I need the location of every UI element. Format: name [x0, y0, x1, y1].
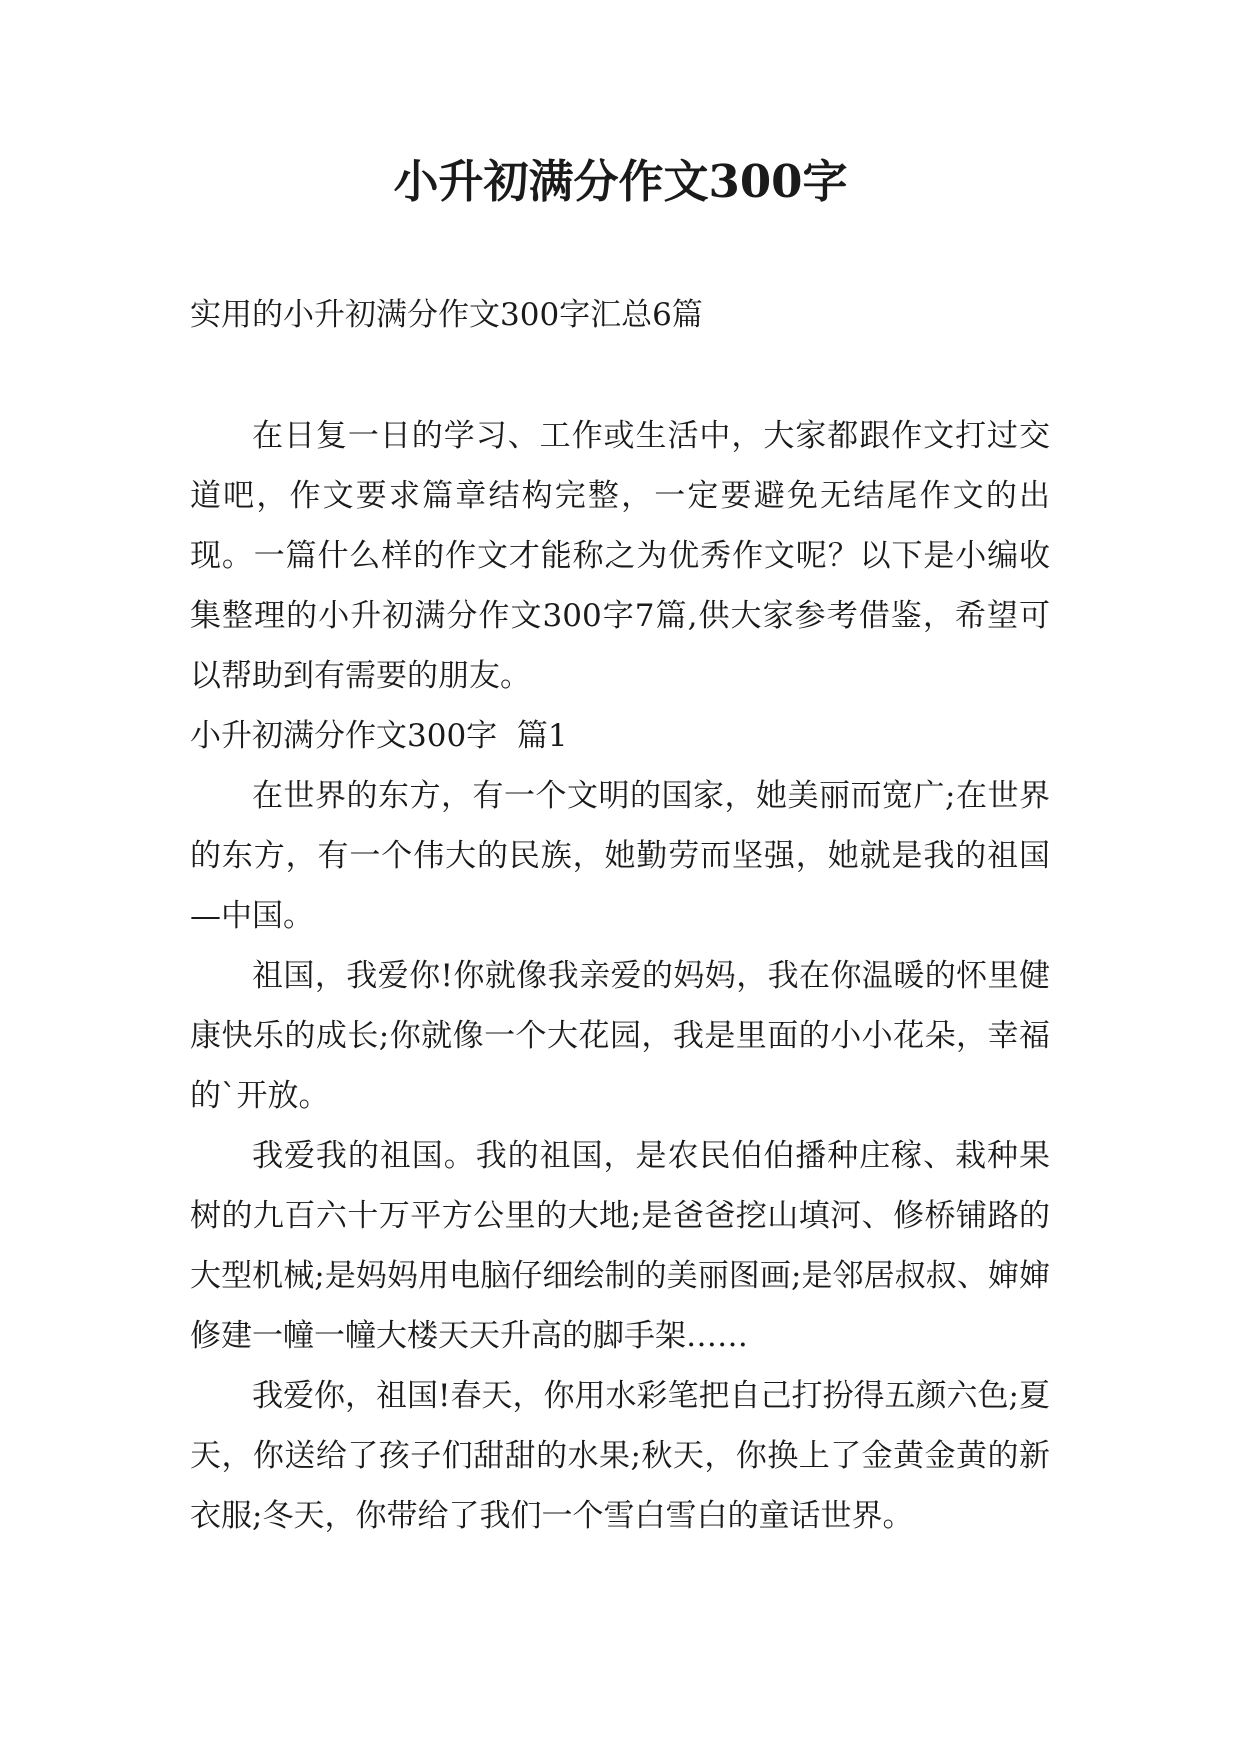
body-paragraph: 在世界的东方，有一个文明的国家，她美丽而宽广;在世界的东方，有一个伟大的民族，她勤劳而坚强，她就是我的祖国—中国。: [190, 778, 1050, 934]
document-body: [190, 406, 1050, 1546]
document-title: 小升初满分作文300字: [393, 155, 848, 208]
body-paragraph: 祖国，我爱你!你就像我亲爱的妈妈，我在你温暖的怀里健康快乐的成长;你就像一个大花园，我是里面的小小花朵，幸福的`开放。: [190, 958, 1050, 1114]
document-subtitle: 实用的小升初满分作文300字汇总6篇: [190, 297, 703, 333]
body-paragraph: 我爱你，祖国!春天，你用水彩笔把自己打扮得五颜六色;夏天，你送给了孩子们甜甜的水果;秋天，你换上了金黄金黄的新衣服;冬天，你带给了我们一个雪白雪白的童话世界。: [190, 1378, 1050, 1534]
intro-paragraph: 在日复一日的学习、工作或生活中，大家都跟作文打过交道吧，作文要求篇章结构完整，一定要避免无结尾作文的出现。一篇什么样的作文才能称之为优秀作文呢？以下是小编收集整理的小升初满分作文300字7篇,供大家参考借鉴，希望可以帮助到有需要的朋友。: [190, 418, 1050, 694]
section-heading: 小升初满分作文300字 篇1: [190, 718, 568, 754]
body-paragraph: 我爱我的祖国。我的祖国，是农民伯伯播种庄稼、栽种果树的九百六十万平方公里的大地;是爸爸挖山填河、修桥铺路的大型机械;是妈妈用电脑仔细绘制的美丽图画;是邻居叔叔、婶婶修建一幢一幢大楼天天升高的脚手架……: [190, 1138, 1050, 1354]
